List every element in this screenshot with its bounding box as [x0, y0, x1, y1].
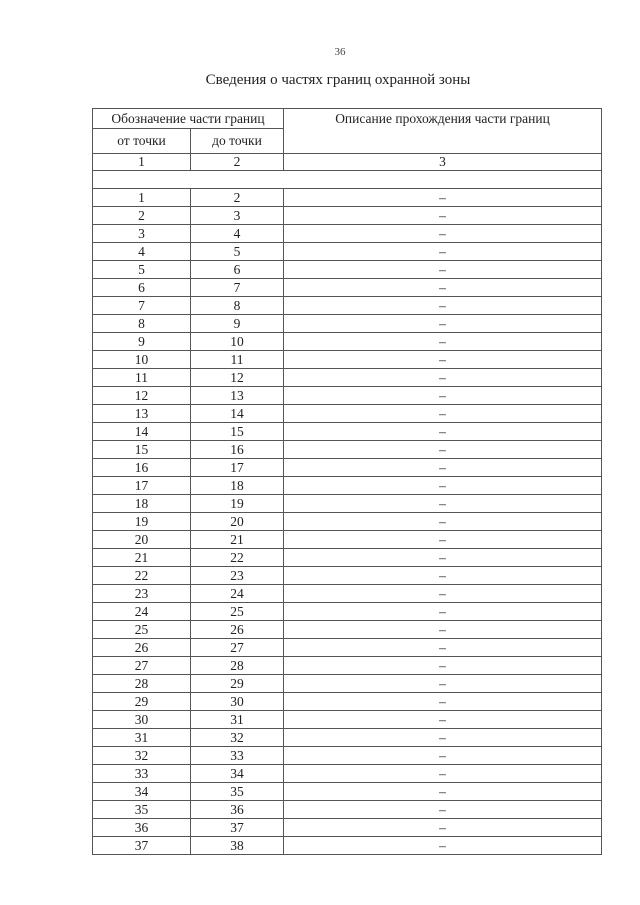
- table-row: [93, 207, 602, 225]
- table-row: [93, 225, 602, 243]
- header-row: [93, 109, 602, 129]
- to-point-cell: 19: [191, 495, 284, 513]
- description-cell: –: [284, 729, 602, 747]
- description-cell: –: [284, 261, 602, 279]
- to-point-cell: 25: [191, 603, 284, 621]
- description-cell: –: [284, 567, 602, 585]
- from-point-cell: 11: [93, 369, 191, 387]
- to-point-cell: 31: [191, 711, 284, 729]
- to-point-cell: 15: [191, 423, 284, 441]
- table-row: [93, 261, 602, 279]
- from-point-cell: 12: [93, 387, 191, 405]
- from-point-cell: 1: [93, 189, 191, 207]
- description-cell: –: [284, 639, 602, 657]
- from-point-cell: 6: [93, 279, 191, 297]
- to-point-cell: 38: [191, 837, 284, 855]
- from-point-cell: 4: [93, 243, 191, 261]
- to-point-cell: 10: [191, 333, 284, 351]
- column-number-2: 2: [191, 154, 284, 171]
- description-cell: –: [284, 459, 602, 477]
- to-point-cell: 18: [191, 477, 284, 495]
- description-cell: –: [284, 297, 602, 315]
- description-cell: –: [284, 693, 602, 711]
- table-row: [93, 189, 602, 207]
- to-point-cell: 29: [191, 675, 284, 693]
- description-cell: –: [284, 675, 602, 693]
- from-point-cell: 3: [93, 225, 191, 243]
- description-cell: –: [284, 765, 602, 783]
- to-point-cell: 36: [191, 801, 284, 819]
- table-row: [93, 243, 602, 261]
- from-point-cell: 27: [93, 657, 191, 675]
- to-point-cell: 12: [191, 369, 284, 387]
- description-cell: –: [284, 603, 602, 621]
- to-point-cell: 4: [191, 225, 284, 243]
- table-row: [93, 459, 602, 477]
- to-point-cell: 16: [191, 441, 284, 459]
- table-row: [93, 585, 602, 603]
- from-point-cell: 34: [93, 783, 191, 801]
- to-point-cell: 13: [191, 387, 284, 405]
- from-point-cell: 22: [93, 567, 191, 585]
- column-number-1: 1: [93, 154, 191, 171]
- to-point-cell: 22: [191, 549, 284, 567]
- from-point-cell: 28: [93, 675, 191, 693]
- table-row: [93, 693, 602, 711]
- table-row: [93, 441, 602, 459]
- description-cell: –: [284, 495, 602, 513]
- table-row: [93, 351, 602, 369]
- table-row: [93, 549, 602, 567]
- from-point-cell: 31: [93, 729, 191, 747]
- to-point-cell: 2: [191, 189, 284, 207]
- to-point-cell: 8: [191, 297, 284, 315]
- table-row: [93, 297, 602, 315]
- from-point-cell: 25: [93, 621, 191, 639]
- description-cell: –: [284, 351, 602, 369]
- to-point-cell: 27: [191, 639, 284, 657]
- to-point-cell: 24: [191, 585, 284, 603]
- from-point-cell: 18: [93, 495, 191, 513]
- table-row: [93, 837, 602, 855]
- table-row: [93, 513, 602, 531]
- to-point-cell: 7: [191, 279, 284, 297]
- description-cell: –: [284, 783, 602, 801]
- from-point-cell: 10: [93, 351, 191, 369]
- to-point-cell: 26: [191, 621, 284, 639]
- description-cell: –: [284, 513, 602, 531]
- table-row: [93, 657, 602, 675]
- description-cell: –: [284, 369, 602, 387]
- table-row: [93, 423, 602, 441]
- to-point-cell: 11: [191, 351, 284, 369]
- description-cell: –: [284, 189, 602, 207]
- from-point-cell: 23: [93, 585, 191, 603]
- from-point-cell: 2: [93, 207, 191, 225]
- description-cell: –: [284, 747, 602, 765]
- from-point-cell: 29: [93, 693, 191, 711]
- header-description: Описание прохождения части границ: [284, 109, 602, 154]
- column-number-row: [93, 154, 602, 171]
- page-title: Сведения о частях границ охранной зоны: [205, 72, 471, 88]
- description-cell: –: [284, 657, 602, 675]
- header-part-designation: Обозначение части границ: [93, 109, 284, 129]
- column-number-3: 3: [284, 154, 602, 171]
- table-row: [93, 567, 602, 585]
- description-cell: –: [284, 621, 602, 639]
- table-row: [93, 711, 602, 729]
- table-row: [93, 387, 602, 405]
- table-row: [93, 603, 602, 621]
- table-row: [93, 819, 602, 837]
- from-point-cell: 20: [93, 531, 191, 549]
- description-cell: –: [284, 279, 602, 297]
- description-cell: –: [284, 405, 602, 423]
- table-row: [93, 333, 602, 351]
- from-point-cell: 14: [93, 423, 191, 441]
- description-cell: –: [284, 333, 602, 351]
- blank-separator-row: [93, 171, 602, 189]
- to-point-cell: 33: [191, 747, 284, 765]
- description-cell: –: [284, 207, 602, 225]
- description-cell: –: [284, 819, 602, 837]
- from-point-cell: 13: [93, 405, 191, 423]
- table-row: [93, 765, 602, 783]
- from-point-cell: 32: [93, 747, 191, 765]
- from-point-cell: 36: [93, 819, 191, 837]
- header-to-point: до точки: [191, 129, 284, 154]
- description-cell: –: [284, 441, 602, 459]
- table-row: [93, 531, 602, 549]
- from-point-cell: 35: [93, 801, 191, 819]
- table-row: [93, 495, 602, 513]
- to-point-cell: 9: [191, 315, 284, 333]
- description-cell: –: [284, 243, 602, 261]
- table-row: [93, 801, 602, 819]
- from-point-cell: 24: [93, 603, 191, 621]
- description-cell: –: [284, 711, 602, 729]
- table-row: [93, 783, 602, 801]
- table-row: [93, 279, 602, 297]
- blank-separator-cell: [93, 171, 602, 189]
- from-point-cell: 33: [93, 765, 191, 783]
- to-point-cell: 34: [191, 765, 284, 783]
- to-point-cell: 35: [191, 783, 284, 801]
- to-point-cell: 28: [191, 657, 284, 675]
- from-point-cell: 21: [93, 549, 191, 567]
- from-point-cell: 26: [93, 639, 191, 657]
- to-point-cell: 14: [191, 405, 284, 423]
- from-point-cell: 5: [93, 261, 191, 279]
- table-row: [93, 405, 602, 423]
- to-point-cell: 37: [191, 819, 284, 837]
- from-point-cell: 9: [93, 333, 191, 351]
- table-row: [93, 729, 602, 747]
- to-point-cell: 21: [191, 531, 284, 549]
- table-row: [93, 315, 602, 333]
- table-row: [93, 621, 602, 639]
- from-point-cell: 37: [93, 837, 191, 855]
- description-cell: –: [284, 315, 602, 333]
- to-point-cell: 6: [191, 261, 284, 279]
- table-row: [93, 639, 602, 657]
- from-point-cell: 19: [93, 513, 191, 531]
- description-cell: –: [284, 585, 602, 603]
- description-cell: –: [284, 423, 602, 441]
- table-row: [93, 675, 602, 693]
- description-cell: –: [284, 387, 602, 405]
- to-point-cell: 5: [191, 243, 284, 261]
- from-point-cell: 30: [93, 711, 191, 729]
- to-point-cell: 32: [191, 729, 284, 747]
- boundary-parts-table: [92, 108, 602, 855]
- description-cell: –: [284, 801, 602, 819]
- header-from-point: от точки: [93, 129, 191, 154]
- description-cell: –: [284, 837, 602, 855]
- from-point-cell: 8: [93, 315, 191, 333]
- table-row: [93, 477, 602, 495]
- from-point-cell: 15: [93, 441, 191, 459]
- to-point-cell: 30: [191, 693, 284, 711]
- description-cell: –: [284, 225, 602, 243]
- description-cell: –: [284, 549, 602, 567]
- from-point-cell: 16: [93, 459, 191, 477]
- description-cell: –: [284, 477, 602, 495]
- to-point-cell: 23: [191, 567, 284, 585]
- to-point-cell: 20: [191, 513, 284, 531]
- to-point-cell: 3: [191, 207, 284, 225]
- description-cell: –: [284, 531, 602, 549]
- from-point-cell: 17: [93, 477, 191, 495]
- page-number: 36: [334, 46, 346, 58]
- to-point-cell: 17: [191, 459, 284, 477]
- table-row: [93, 369, 602, 387]
- table-row: [93, 747, 602, 765]
- from-point-cell: 7: [93, 297, 191, 315]
